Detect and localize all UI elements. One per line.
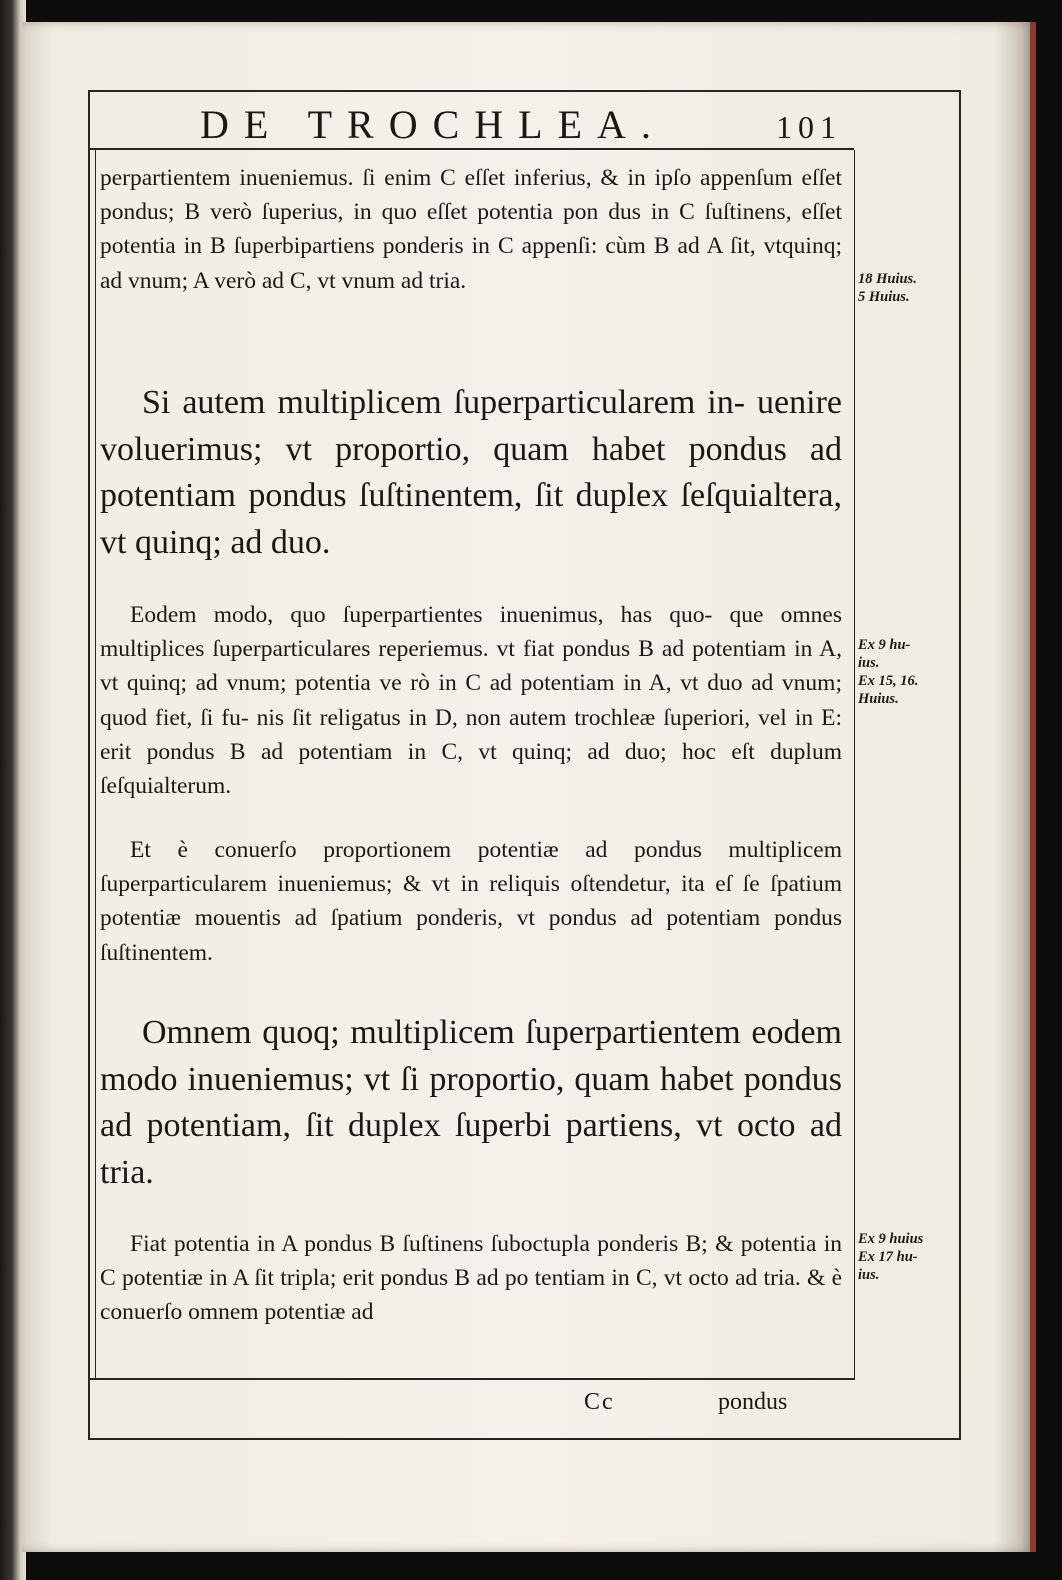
running-head-title: DE TROCHLEA.	[200, 102, 666, 147]
proposition-1: Si autem multiplicem ſuperparticularem in- uenire voluerimus; vt proportio, quam habet pondus ad potentiam pondus ſuſtinentem, ſit duplex ſeſquialtera, vt quinq; ad duo.	[100, 384, 842, 561]
signature-mark: Cc	[584, 1389, 615, 1415]
margin-note-2: Ex 9 hu- ius. Ex 15, 16. Huius.	[858, 637, 919, 707]
paragraph-4: Fiat potentia in A pondus B ſuſtinens ſuboctupla ponderis B; & potentia in C potentiæ in A ſit tripla; erit pondus B ad po tentiam in C, vt octo ad tria. & è conuerſo omnem potentiæ ad	[100, 1231, 842, 1326]
paragraph-3: Et è conuerſo proportionem potentiæ ad pondus multiplicem ſuperparticularem inueniemus; & vt in reliquis oſtendetur, ita eſ ſe ſpatium potentiæ mouentis ad ſpatium ponderis, vt pondus ad potentiam pondus ſuſtinentem.	[100, 837, 842, 966]
proposition-2: Omnem quoq; multiplicem ſuperpartientem eodem modo inueniemus; vt ſi proportio, quam habet pondus ad potentiam, ſit duplex ſuperbi partiens, vt octo ad tria.	[100, 1014, 842, 1191]
margin-note-3: Ex 9 huius Ex 17 hu- ius.	[858, 1231, 924, 1283]
page-edge	[1030, 22, 1036, 1552]
paragraph-1: perpartientem inueniemus. ſi enim C eſſet inferius, & in ipſo appenſum eſſet pondus; B verò ſuperius, in quo eſſet potentia pon dus in C ſuſtinens, eſſet potentia in B ſuperbipartiens ponderis in C appenſi: cùm B ad A ſit, vtquinq; ad vnum; A verò ad C, vt vnum ad tria.	[100, 165, 842, 294]
footer-rule	[88, 1378, 854, 1380]
page-number: 101	[776, 109, 842, 145]
margin-note-1: 18 Huius. 5 Huius.	[858, 271, 917, 305]
paragraph-2: Eodem modo, quo ſuperpartientes inuenimus, has quo- que omnes multiplices ſuperparticulares reperiemus. vt fiat pondus B ad potentiam in A, vt quinq; ad vnum; potentia ve rò in C ad potentiam in A, vt duo ad vnum; quod fiet, ſi fu- nis ſit religatus in D, non autem trochleæ ſuperiori, vel in E: erit pondus B ad potentiam in C, vt quinq; ad duo; hoc eſt duplum ſeſquialterum.	[100, 602, 842, 800]
catchword: pondus	[718, 1389, 788, 1415]
